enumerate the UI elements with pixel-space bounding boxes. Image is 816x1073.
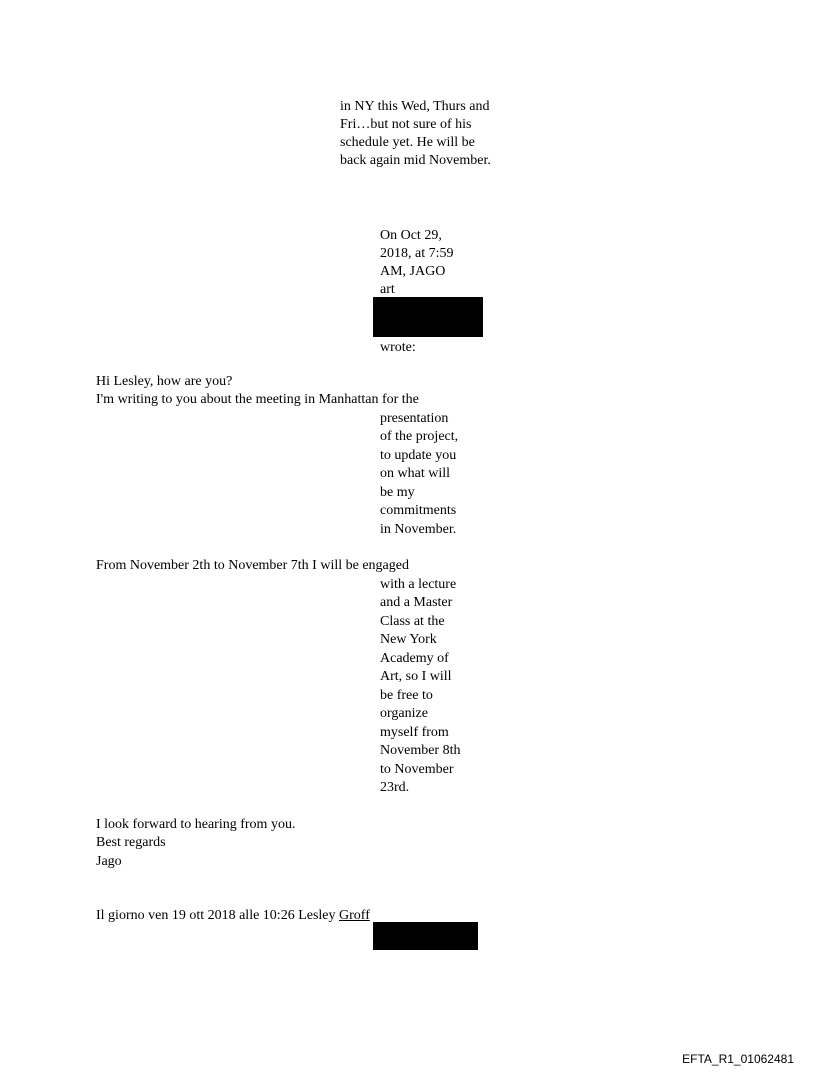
message-paragraph-line: commitments — [380, 503, 457, 518]
message-signature: Jago — [96, 854, 122, 869]
message-paragraph-line: with a lecture — [380, 577, 457, 592]
message-paragraph-line: From November 2th to November 7th I will be engaged — [96, 558, 409, 573]
message-paragraph-line: to update you — [380, 448, 457, 463]
message-paragraph-line: myself from — [380, 725, 449, 740]
message-closing-line: Best regards — [96, 835, 166, 850]
message-paragraph-line: organize — [380, 706, 428, 721]
message-paragraph-line: to November — [380, 762, 454, 777]
top-fragment-line: Fri…but not sure of his — [340, 117, 472, 132]
top-fragment-line: back again mid November. — [340, 153, 491, 168]
message-paragraph-line: be my — [380, 485, 415, 500]
top-fragment-line: in NY this Wed, Thurs and — [340, 99, 490, 114]
document-id: EFTA_R1_01062481 — [682, 1052, 794, 1066]
message-paragraph-line: presentation — [380, 411, 449, 426]
email-redaction-block — [373, 297, 483, 337]
sender-name-link[interactable]: Groff — [339, 908, 370, 923]
message-paragraph-line: be free to — [380, 688, 433, 703]
quote-header-line: AM, JAGO — [380, 264, 446, 279]
quote-header-wrote: wrote: — [380, 340, 416, 355]
message-greeting: Hi Lesley, how are you? — [96, 374, 233, 389]
sender-email-redaction-block — [373, 922, 478, 950]
message-paragraph-line: Art, so I will — [380, 669, 452, 684]
message-paragraph-line: November 8th — [380, 743, 461, 758]
prior-header-line — [96, 907, 370, 925]
message-paragraph-line: Academy of — [380, 651, 449, 666]
message-paragraph-line: 23rd. — [380, 780, 410, 795]
top-fragment-line: schedule yet. He will be — [340, 135, 475, 150]
message-paragraph-line: on what will — [380, 466, 450, 481]
message-paragraph-line: I'm writing to you about the meeting in Manhattan for the — [96, 392, 419, 407]
message-closing-line: I look forward to hearing from you. — [96, 817, 296, 832]
quote-header-line: On Oct 29, — [380, 228, 442, 243]
message-paragraph-line: New York — [380, 632, 437, 647]
quote-header-line: 2018, at 7:59 — [380, 246, 454, 261]
quote-header-line: art — [380, 282, 395, 297]
prior-header-text: Il giorno ven 19 ott 2018 alle 10:26 Lesley — [96, 908, 340, 923]
message-paragraph-line: Class at the — [380, 614, 445, 629]
message-paragraph-line: in November. — [380, 522, 457, 537]
message-paragraph-line: of the project, — [380, 429, 459, 444]
message-paragraph-line: and a Master — [380, 595, 453, 610]
